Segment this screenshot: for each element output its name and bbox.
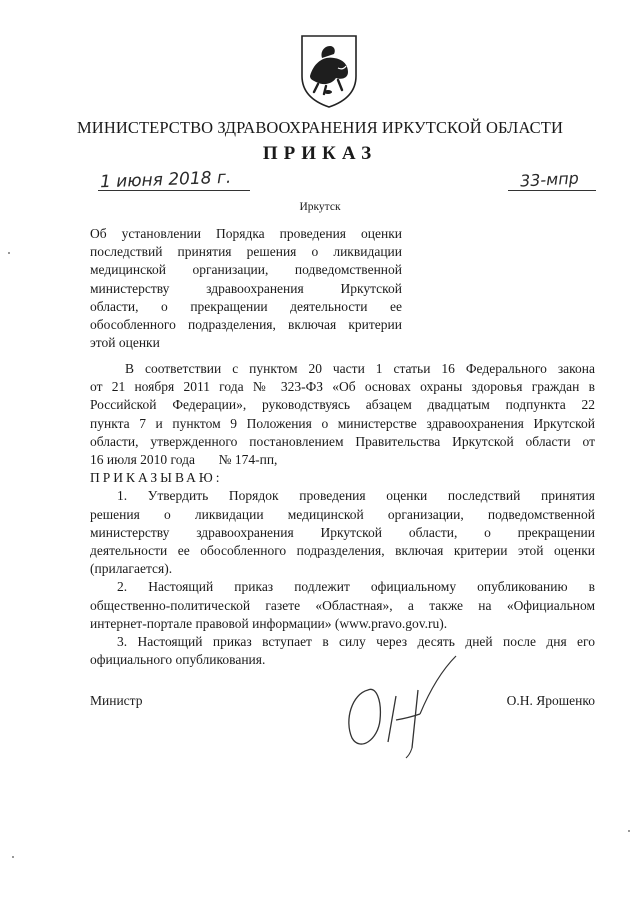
subject-line: этой оценки — [90, 335, 160, 351]
preamble-line: В соответствии с пунктом 20 части 1 статьи 16 Федерального закона — [125, 361, 595, 376]
ministry-name: МИНИСТЕРСТВО ЗДРАВООХРАНЕНИЯ ИРКУТСКОЙ ОБЛАСТИ — [77, 118, 563, 137]
item-3-line: официального опубликования. — [90, 652, 266, 668]
order-subject — [90, 225, 402, 352]
date-underline — [98, 190, 250, 191]
item-1-line: 1. Утвердить Порядок проведения оценки последствий принятия — [117, 488, 595, 504]
handwritten-signature — [330, 650, 470, 760]
preamble-line: от 21 ноября 2011 года № 323-ФЗ «Об основах охраны здоровья граждан в — [90, 379, 595, 395]
preamble-line: пункта 7 и пунктом 9 Положения о министерстве здравоохранения Иркутской — [90, 415, 595, 431]
item-2-line: общественно-политической газете «Областная», а также на «Официальном — [90, 597, 595, 613]
scan-speck — [628, 830, 630, 832]
preamble-line: 16 июля 2010 года № 174-пп, — [90, 452, 278, 468]
item-2-line: интернет-портале правовой информации» (www.pravo.gov.ru). — [90, 615, 448, 631]
item-1-line: министерству здравоохранения Иркутской области, о прекращении — [90, 524, 595, 540]
scan-speck — [8, 252, 10, 254]
item-1-line: решения о ликвидации медицинской организации, подведомственной — [90, 506, 595, 522]
signer-position: Министр — [90, 693, 143, 708]
preamble-line: области, утвержденного постановлением Правительства Иркутской области от — [90, 433, 595, 449]
handwritten-date: 1 июня 2018 г. — [99, 167, 232, 193]
item-2-line: 2. Настоящий приказ подлежит официальному опубликованию в — [117, 579, 595, 595]
number-underline — [508, 190, 596, 191]
item-1-line: деятельности ее обособленного подразделения, включая критерии этой оценки — [90, 543, 595, 559]
order-body — [90, 360, 595, 669]
subject-line: обособленного подразделения, включая критерии — [90, 317, 402, 333]
item-3-line: 3. Настоящий приказ вступает в силу через десять дней после дня его — [117, 634, 595, 650]
preamble-line: Российской Федерации», руководствуясь абзацем двадцатым подпункта 22 — [90, 397, 595, 413]
signer-name: О.Н. Ярошенко — [506, 693, 595, 708]
coat-of-arms-emblem — [298, 32, 360, 110]
scan-speck — [12, 856, 14, 858]
subject-line: области, о прекращении деятельности ее — [90, 298, 402, 314]
order-word: ПРИКАЗЫВАЮ: — [90, 470, 223, 486]
city-name: Иркутск — [299, 201, 341, 213]
subject-line: последствий принятия решения о ликвидации — [90, 244, 402, 260]
subject-line: медицинской организации, подведомственной — [90, 262, 402, 278]
order-title: ПРИКАЗ — [262, 143, 378, 164]
subject-line: Об установлении Порядка проведения оценки — [90, 226, 402, 241]
subject-line: министерству здравоохранения Иркутской — [90, 280, 402, 296]
handwritten-order-number: 33-мпр — [519, 168, 580, 191]
item-1-line: (прилагается). — [90, 561, 173, 577]
